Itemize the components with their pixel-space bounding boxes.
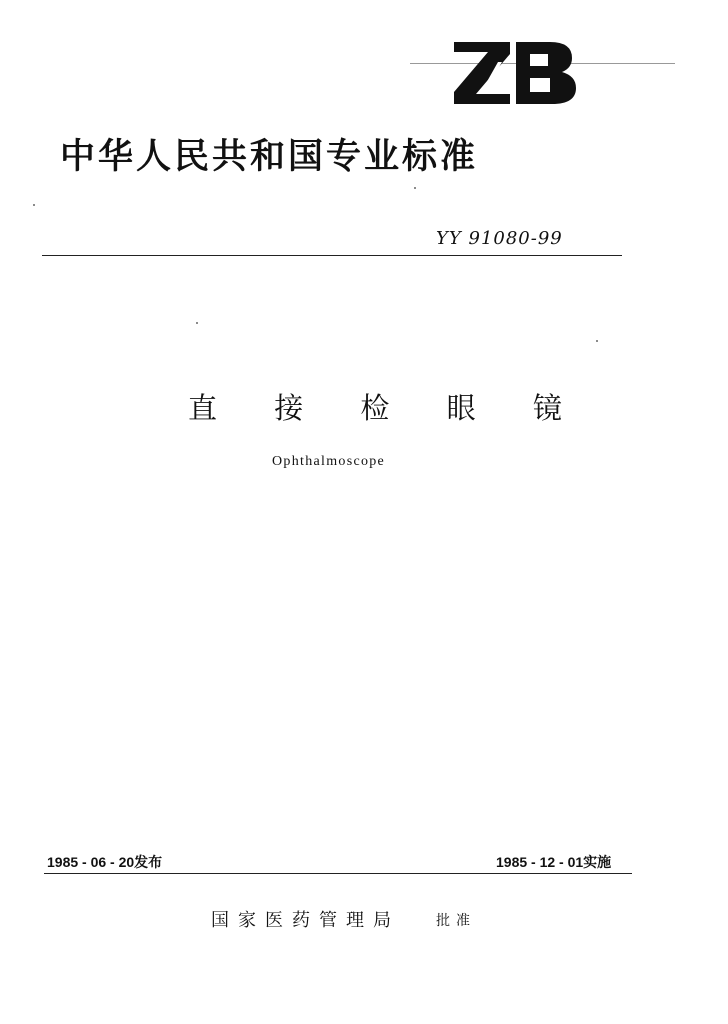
issue-date: 1985 - 06 - 20发布 [47,854,163,870]
scan-speck [596,340,598,342]
implement-date: 1985 - 12 - 01实施 [496,854,612,870]
footer-divider [44,873,632,874]
issuer: 国家医药管理局 [211,910,400,931]
approval-label: 批准 [436,913,476,929]
zb-logo [450,38,580,108]
scan-speck [33,204,35,206]
header-divider [42,255,622,256]
standard-title: 中华人民共和国专业标准 [60,137,479,177]
scan-speck [196,322,198,324]
document-title-en: Ophthalmoscope [272,454,386,469]
standard-number: YY 91080-99 [436,228,563,249]
scan-speck [414,187,416,189]
document-title-cn: 直 接 检 眼 镜 [188,391,586,425]
